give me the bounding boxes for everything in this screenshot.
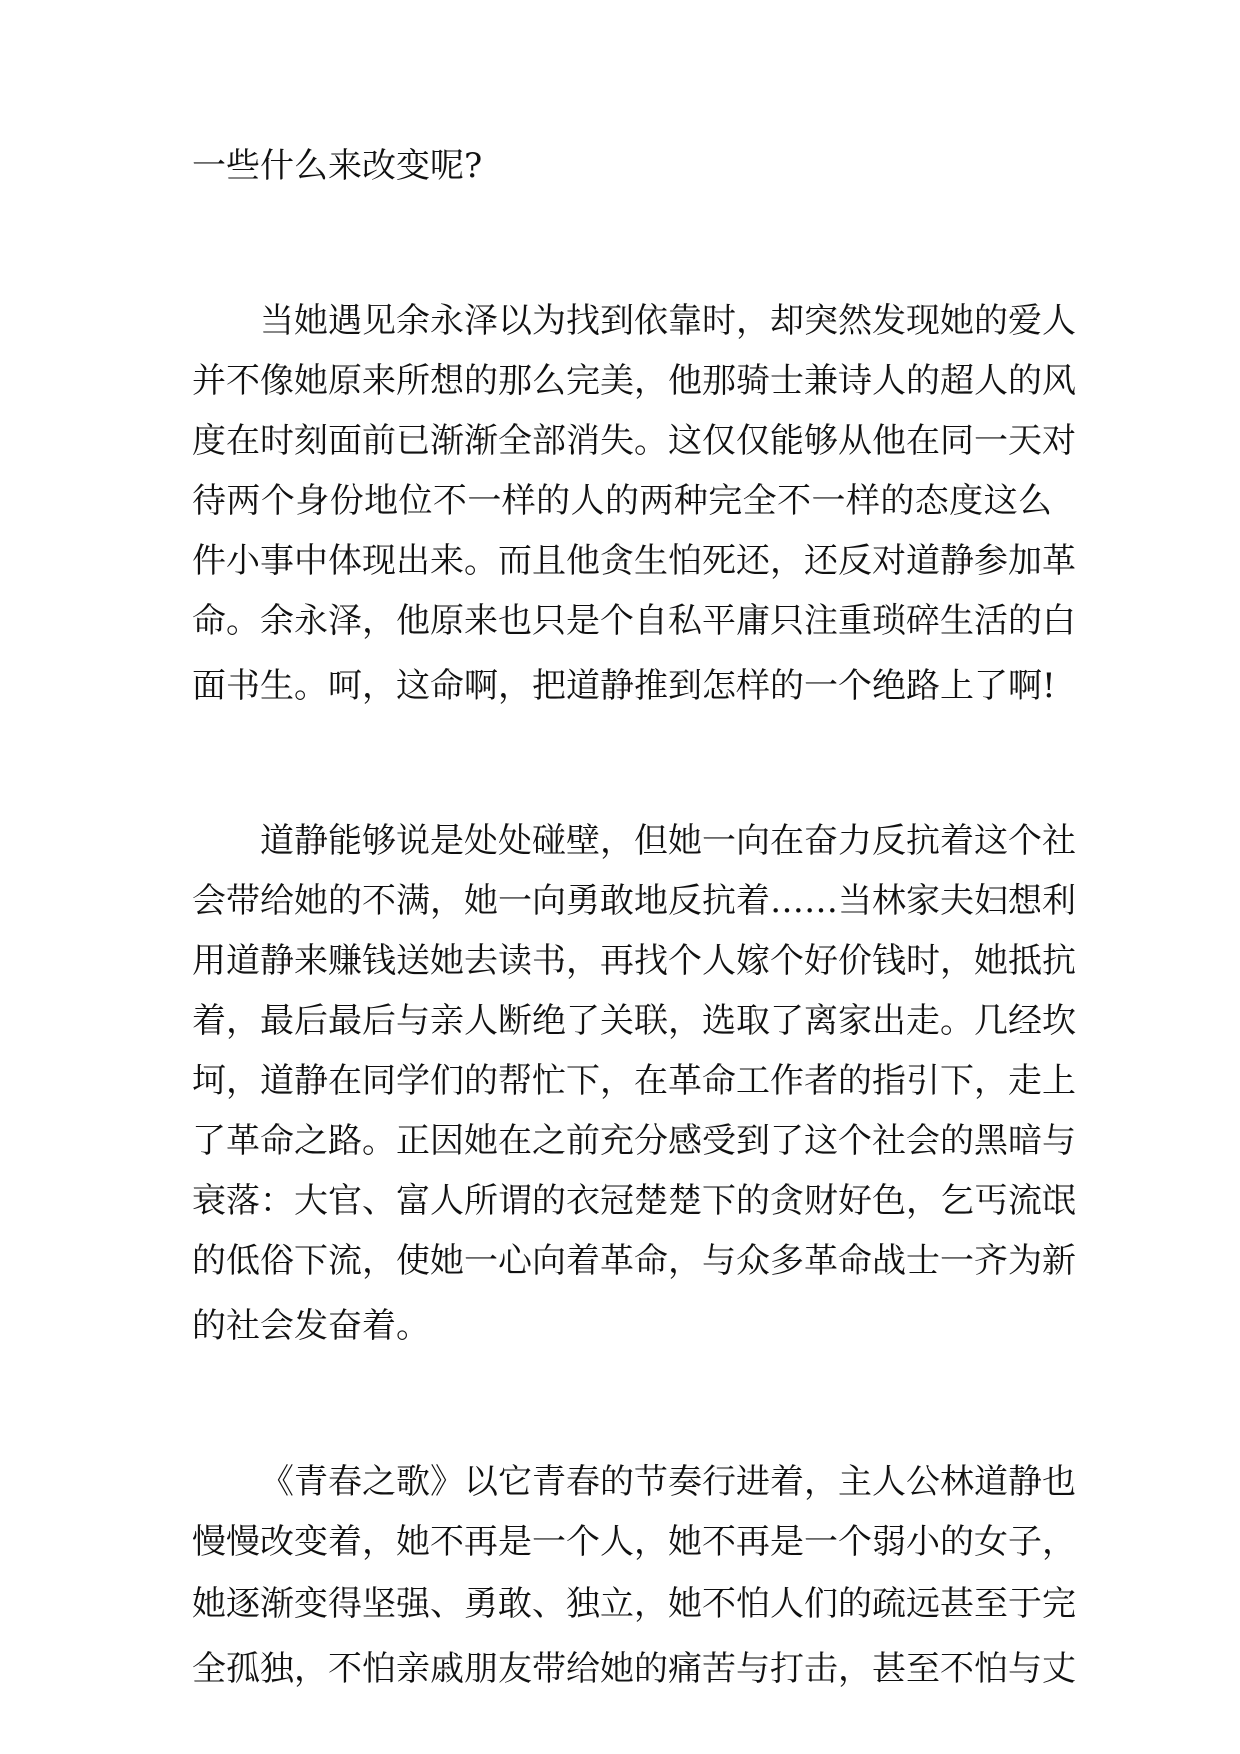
paragraph-first-line: 道静能够说是处处碰壁，但她一向在奋力反抗着这个社 xyxy=(260,821,1076,861)
text-line: 命。余永泽，他原来也只是个自私平庸只注重琐碎生活的白 xyxy=(192,601,1076,641)
text-line: 的低俗下流，使她一心向着革命，与众多革命战士一齐为新 xyxy=(192,1241,1076,1281)
text-line: 用道静来赚钱送她去读书，再找个人嫁个好价钱时，她抵抗 xyxy=(192,941,1076,981)
text-line: 慢慢改变着，她不再是一个人，她不再是一个弱小的女子， xyxy=(192,1522,1076,1562)
text-line: 待两个身份地位不一样的人的两种完全不一样的态度这么 xyxy=(192,481,1052,521)
text-line: 她逐渐变得坚强、勇敢、独立，她不怕人们的疏远甚至于完 xyxy=(192,1584,1076,1624)
paragraph-first-line: 《青春之歌》以它青春的节奏行进着，主人公林道静也 xyxy=(260,1462,1076,1502)
text-line: 件小事中体现出来。而且他贪生怕死还，还反对道静参加革 xyxy=(192,541,1076,581)
text-line: 坷，道静在同学们的帮忙下，在革命工作者的指引下，走上 xyxy=(192,1061,1076,1101)
text-line: 面书生。呵，这命啊，把道静推到怎样的一个绝路上了啊! xyxy=(192,666,1056,706)
paragraph-first-line: 当她遇见余永泽以为找到依靠时，却突然发现她的爱人 xyxy=(260,301,1076,341)
text-line: 的社会发奋着。 xyxy=(192,1306,430,1346)
text-line: 会带给她的不满，她一向勇敢地反抗着……当林家夫妇想利 xyxy=(192,881,1076,921)
text-line: 了革命之路。正因她在之前充分感受到了这个社会的黑暗与 xyxy=(192,1121,1076,1161)
text-line: 着，最后最后与亲人断绝了关联，选取了离家出走。几经坎 xyxy=(192,1001,1076,1041)
text-line: 并不像她原来所想的那么完美，他那骑士兼诗人的超人的风 xyxy=(192,361,1076,401)
text-line: 衰落：大官、富人所谓的衣冠楚楚下的贪财好色，乞丐流氓 xyxy=(192,1181,1076,1221)
text-line: 全孤独，不怕亲戚朋友带给她的痛苦与打击，甚至不怕与丈 xyxy=(192,1649,1076,1689)
text-line: 一些什么来改变呢? xyxy=(192,146,483,186)
text-line: 度在时刻面前已渐渐全部消失。这仅仅能够从他在同一天对 xyxy=(192,421,1076,461)
